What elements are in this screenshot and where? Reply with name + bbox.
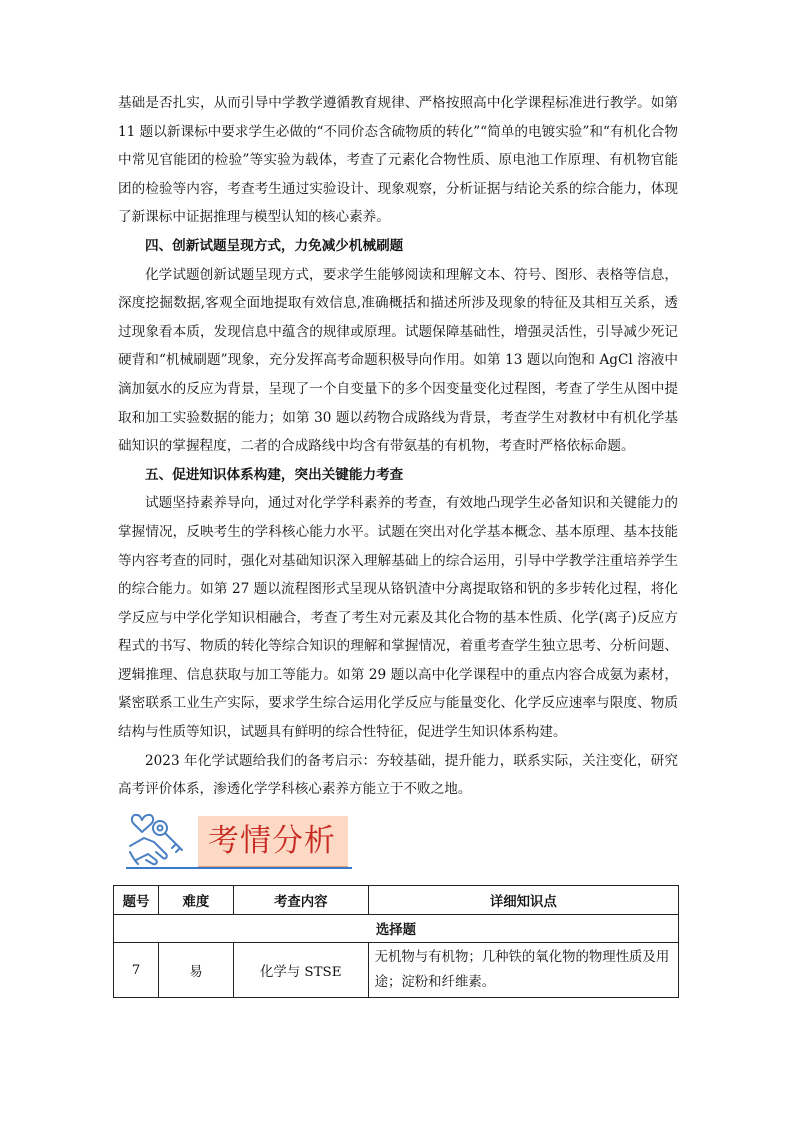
section-banner (126, 810, 356, 872)
cell-number: 7 (114, 943, 159, 998)
header-difficulty: 难度 (158, 886, 233, 915)
key-handshake-icon (126, 810, 200, 870)
header-content: 考查内容 (233, 886, 368, 915)
cell-difficulty: 易 (158, 943, 233, 998)
knowledge-table (113, 885, 679, 998)
section-heading-4: 四、创新试题呈现方式，力免减少机械刷题 (145, 237, 404, 254)
paragraph-1: 基础是否扎实，从而引导中学教学遵循教育规律、严格按照高中化学课程标准进行教学。如第 11 题以新课标中要求学生必做的“不同价态含硫物质的转化”“简单的电镀实验”和“有机化合物中常见官能团的检验”等实验为载体，考查了元素化合物性质、原电池工作原理、有机物官能团的检验等内容，考查考生通过实验设计、现象观察，分析证据与结论关系的综合能力，体现了新课标中证据推理与模型认知的核心素养。 (118, 95, 678, 226)
body-text (118, 89, 678, 804)
table-row (114, 943, 679, 998)
banner-underline (126, 867, 352, 869)
banner-title: 考情分析 (208, 823, 336, 859)
table-header-row (114, 886, 679, 915)
section-label: 选择题 (114, 915, 679, 943)
cell-detail: 无机物与有机物；几种铁的氧化物的物理性质及用途；淀粉和纤维素。 (368, 943, 678, 998)
paragraph-4: 2023 年化学试题给我们的备考启示：夯较基础，提升能力，联系实际，关注变化，研究高考评价体系，渗透化学学科核心素养方能立于不败之地。 (118, 752, 678, 798)
cell-content: 化学与 STSE (233, 943, 368, 998)
table-section-row (114, 915, 679, 943)
section-heading-5: 五、促进知识体系构建，突出关键能力考查 (145, 466, 404, 483)
paragraph-2: 化学试题创新试题呈现方式，要求学生能够阅读和理解文本、符号、图形、表格等信息，深度挖掘数据,客观全面地提取有效信息,准确概括和描述所涉及现象的特征及其相互关系，透过现象看本质，发现信息中蕴含的规律或原理。试题保障基础性，增强灵活性，引导减少死记硬背和“机械刷题”现象，充分发挥高考命题积极导向作用。如第 13 题以向饱和 AgCl 溶液中滴加氨水的反应为背景，呈现了一个自变量下的多个因变量变化过程图，考查了学生从图中提取和加工实验数据的能力；如第 30 题以药物合成路线为背景，考查学生对教材中有机化学基础知识的掌握程度，二者的合成路线中均含有带氨基的有机物，考查时严格依标命题。 (118, 266, 678, 455)
paragraph-3: 试题坚持素养导向，通过对化学学科素养的考查，有效地凸现学生必备知识和关键能力的掌握情况，反映考生的学科核心能力水平。试题在突出对化学基本概念、基本原理、基本技能等内容考查的同时，强化对基础知识深入理解基础上的综合运用，引导中学教学注重培养学生的综合能力。如第 27 题以流程图形式呈现从铬钒渣中分离提取铬和钒的多步转化过程，将化学反应与中学化学知识相融合，考查了考生对元素及其化合物的基本性质、化学(离子)反应方程式的书写、物质的转化等综合知识的理解和掌握情况，着重考查学生独立思考、分析问题、逻辑推理、信息获取与加工等能力。如第 29 题以高中化学课程中的重点内容合成氨为素材，紧密联系工业生产实际，要求学生综合运用化学反应与能量变化、化学反应速率与限度、物质结构与性质等知识，试题具有鲜明的综合性特征，促进学生知识体系构建。 (118, 495, 678, 741)
header-number: 题号 (114, 886, 159, 915)
header-detail: 详细知识点 (368, 886, 678, 915)
